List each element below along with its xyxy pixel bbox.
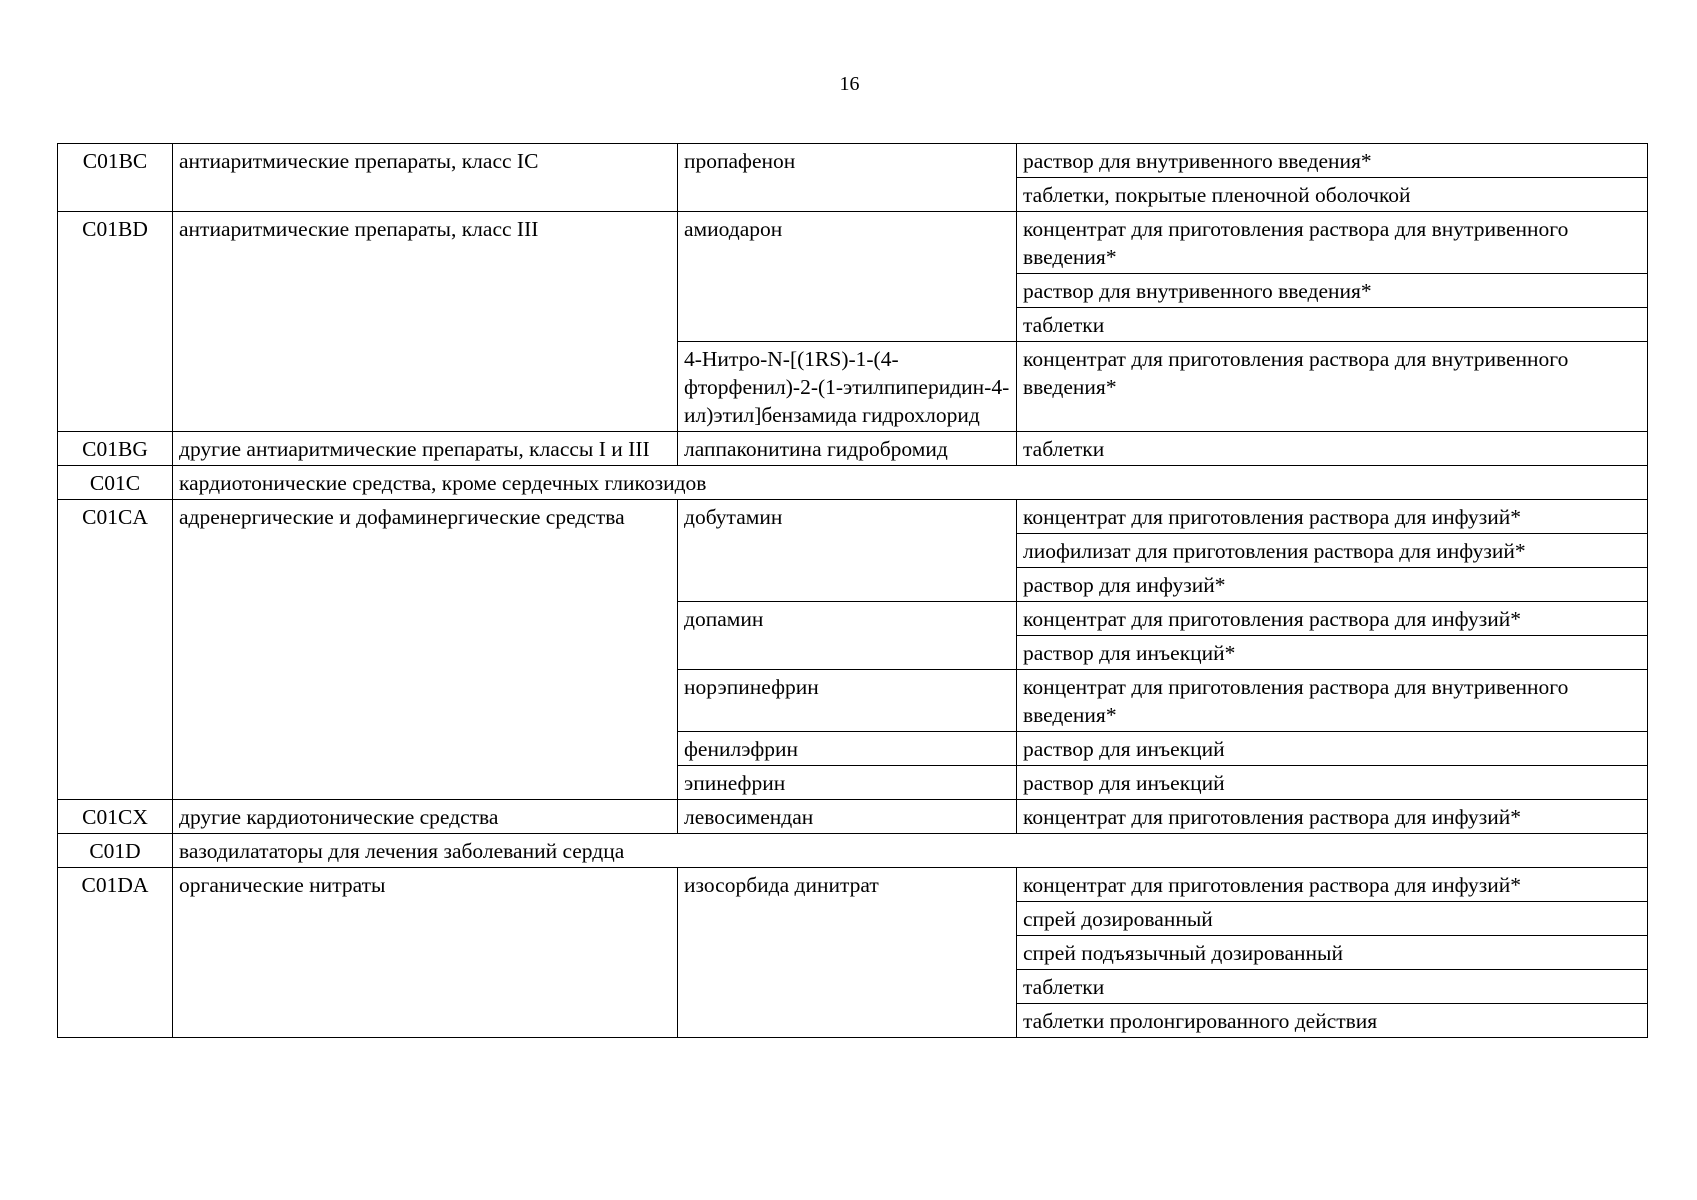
table-cell: таблетки bbox=[1017, 308, 1648, 342]
table-cell: антиаритмические препараты, класс IC bbox=[173, 144, 678, 212]
table-cell: концентрат для приготовления раствора для инфузий* bbox=[1017, 868, 1648, 902]
table-cell: добутамин bbox=[678, 500, 1017, 602]
table-cell: изосорбида динитрат bbox=[678, 868, 1017, 1038]
table-row bbox=[58, 144, 1648, 178]
table-cell: адренергические и дофаминергические средства bbox=[173, 500, 678, 800]
table-cell: кардиотонические средства, кроме сердечных гликозидов bbox=[173, 466, 1648, 500]
table-cell: концентрат для приготовления раствора для внутривенного введения* bbox=[1017, 342, 1648, 432]
table-cell: раствор для инфузий* bbox=[1017, 568, 1648, 602]
atc-code-cell: C01BD bbox=[58, 212, 173, 432]
atc-code-cell: C01CX bbox=[58, 800, 173, 834]
atc-code-cell: C01BG bbox=[58, 432, 173, 466]
table-row bbox=[58, 800, 1648, 834]
table-cell: раствор для внутривенного введения* bbox=[1017, 274, 1648, 308]
atc-code-cell: C01C bbox=[58, 466, 173, 500]
table-cell: другие антиаритмические препараты, классы I и III bbox=[173, 432, 678, 466]
table-row bbox=[58, 212, 1648, 274]
table-cell: допамин bbox=[678, 602, 1017, 670]
table-cell: антиаритмические препараты, класс III bbox=[173, 212, 678, 432]
page-number: 16 bbox=[839, 73, 860, 95]
table-cell: норэпинефрин bbox=[678, 670, 1017, 732]
table-cell: раствор для внутривенного введения* bbox=[1017, 144, 1648, 178]
table-cell: таблетки bbox=[1017, 970, 1648, 1004]
table-cell: спрей подъязычный дозированный bbox=[1017, 936, 1648, 970]
table-cell: пропафенон bbox=[678, 144, 1017, 212]
table-cell: концентрат для приготовления раствора для инфузий* bbox=[1017, 500, 1648, 534]
table-cell: концентрат для приготовления раствора для инфузий* bbox=[1017, 800, 1648, 834]
table-cell: раствор для инъекций bbox=[1017, 766, 1648, 800]
table-row bbox=[58, 868, 1648, 902]
atc-code-cell: C01DA bbox=[58, 868, 173, 1038]
atc-code-cell: C01CA bbox=[58, 500, 173, 800]
table-cell: амиодарон bbox=[678, 212, 1017, 342]
table-cell: концентрат для приготовления раствора для внутривенного введения* bbox=[1017, 212, 1648, 274]
table-cell: раствор для инъекций bbox=[1017, 732, 1648, 766]
table-cell: лиофилизат для приготовления раствора для инфузий* bbox=[1017, 534, 1648, 568]
atc-code-cell: C01D bbox=[58, 834, 173, 868]
table-cell: левосимендан bbox=[678, 800, 1017, 834]
table-cell: таблетки пролонгированного действия bbox=[1017, 1004, 1648, 1038]
table-cell: раствор для инъекций* bbox=[1017, 636, 1648, 670]
table-cell: концентрат для приготовления раствора для внутривенного введения* bbox=[1017, 670, 1648, 732]
table-cell: фенилэфрин bbox=[678, 732, 1017, 766]
table-cell: концентрат для приготовления раствора для инфузий* bbox=[1017, 602, 1648, 636]
table-cell: другие кардиотонические средства bbox=[173, 800, 678, 834]
table-row bbox=[58, 834, 1648, 868]
table-cell: вазодилататоры для лечения заболеваний сердца bbox=[173, 834, 1648, 868]
table-cell: 4-Нитро-N-[(1RS)-1-(4-фторфенил)-2-(1-этилпиперидин-4-ил)этил]бензамида гидрохлорид bbox=[678, 342, 1017, 432]
table-cell: спрей дозированный bbox=[1017, 902, 1648, 936]
table-cell: эпинефрин bbox=[678, 766, 1017, 800]
table-row bbox=[58, 432, 1648, 466]
table-cell: таблетки bbox=[1017, 432, 1648, 466]
table-row bbox=[58, 500, 1648, 534]
table-cell: таблетки, покрытые пленочной оболочкой bbox=[1017, 178, 1648, 212]
table-cell: органические нитраты bbox=[173, 868, 678, 1038]
table-cell: лаппаконитина гидробромид bbox=[678, 432, 1017, 466]
table-body bbox=[58, 144, 1648, 1038]
atc-code-cell: C01BC bbox=[58, 144, 173, 212]
drug-table bbox=[57, 143, 1648, 1038]
table-row bbox=[58, 466, 1648, 500]
